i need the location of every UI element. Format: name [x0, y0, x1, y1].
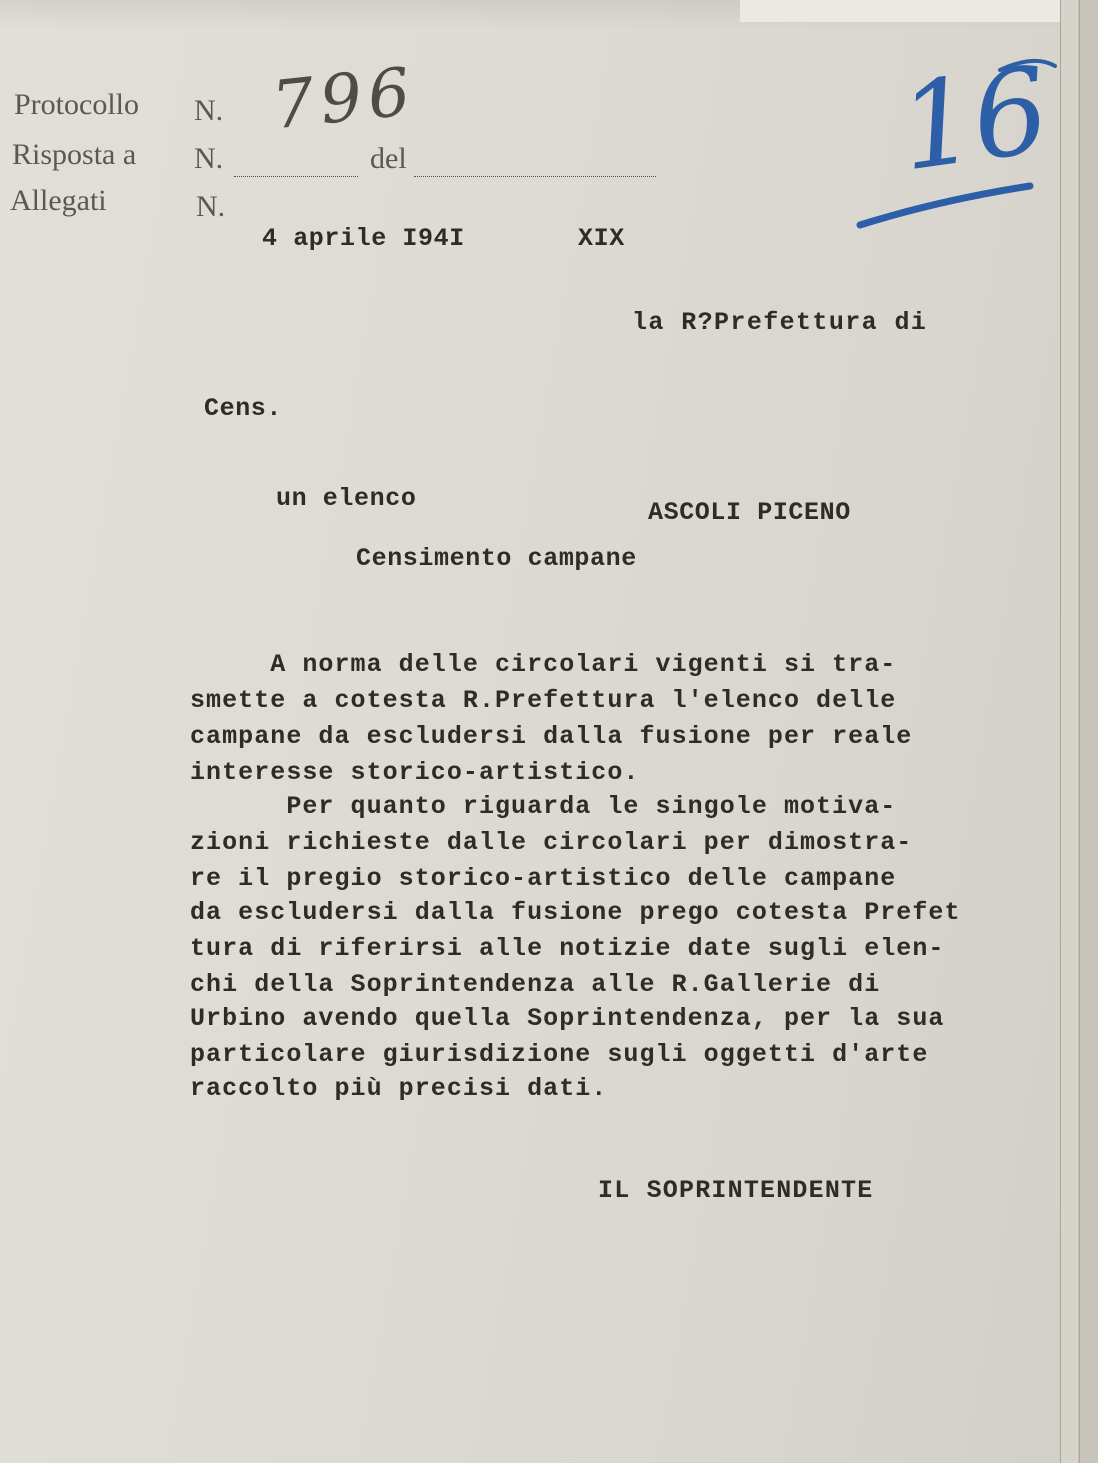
era-year: XIX — [578, 224, 625, 253]
risposta-label: Risposta a — [12, 138, 137, 171]
body-line: particolare giurisdizione sugli oggetti d'arte — [190, 1040, 929, 1069]
allegati-n-label: N. — [196, 190, 226, 223]
recipient-prefix: la R?Prefettura di — [632, 308, 928, 337]
body-line: tura di riferirsi alle notizie date sugli elen- — [190, 934, 945, 963]
body-line: Per quanto riguarda le singole motiva- — [190, 792, 897, 821]
body-line: da escludersi dalla fusione prego cotesta Prefet — [190, 898, 961, 927]
protocollo-label: Protocollo — [14, 88, 139, 121]
allegati-label: Allegati — [10, 184, 107, 217]
del-rule — [414, 176, 656, 177]
folio-underline-mark — [840, 40, 1060, 240]
body-line: interesse storico-artistico. — [190, 758, 640, 787]
body-line: A norma delle circolari vigenti si tra- — [190, 650, 897, 679]
body-line: smette a cotesta R.Prefettura l'elenco delle — [190, 686, 897, 715]
risposta-n-label: N. — [194, 142, 224, 175]
recipient-city: ASCOLI PICENO — [648, 498, 851, 527]
underlying-sheet-top — [740, 0, 1098, 22]
sheet-edge-line — [1060, 0, 1061, 1463]
body-line: campane da escludersi dalla fusione per reale — [190, 722, 913, 751]
body-line: zioni richieste dalle circolari per dimostra- — [190, 828, 913, 857]
protocol-number-handwritten: 796 — [268, 52, 420, 145]
body-line: Urbino avendo quella Soprintendenza, per la sua — [190, 1004, 945, 1033]
body-line: raccolto più precisi dati. — [190, 1074, 608, 1103]
protocollo-n-label: N. — [194, 94, 224, 127]
body-line: re il pregio storico-artistico delle campane — [190, 864, 897, 893]
sheet-edge-line-2 — [1079, 0, 1080, 1463]
classification: Cens. — [204, 394, 283, 423]
signature: IL SOPRINTENDENTE — [598, 1176, 874, 1205]
enclosure: un elenco — [276, 484, 417, 513]
folio-number-handwritten: 16 — [891, 40, 1056, 198]
risposta-n-rule — [234, 176, 358, 177]
subject: Censimento campane — [356, 544, 637, 573]
date-line: 4 aprile I94I — [262, 224, 465, 253]
underlying-sheet-edge-2 — [1078, 0, 1098, 1463]
body-line: chi della Soprintendenza alle R.Gallerie di — [190, 970, 881, 999]
del-label: del — [370, 142, 407, 175]
